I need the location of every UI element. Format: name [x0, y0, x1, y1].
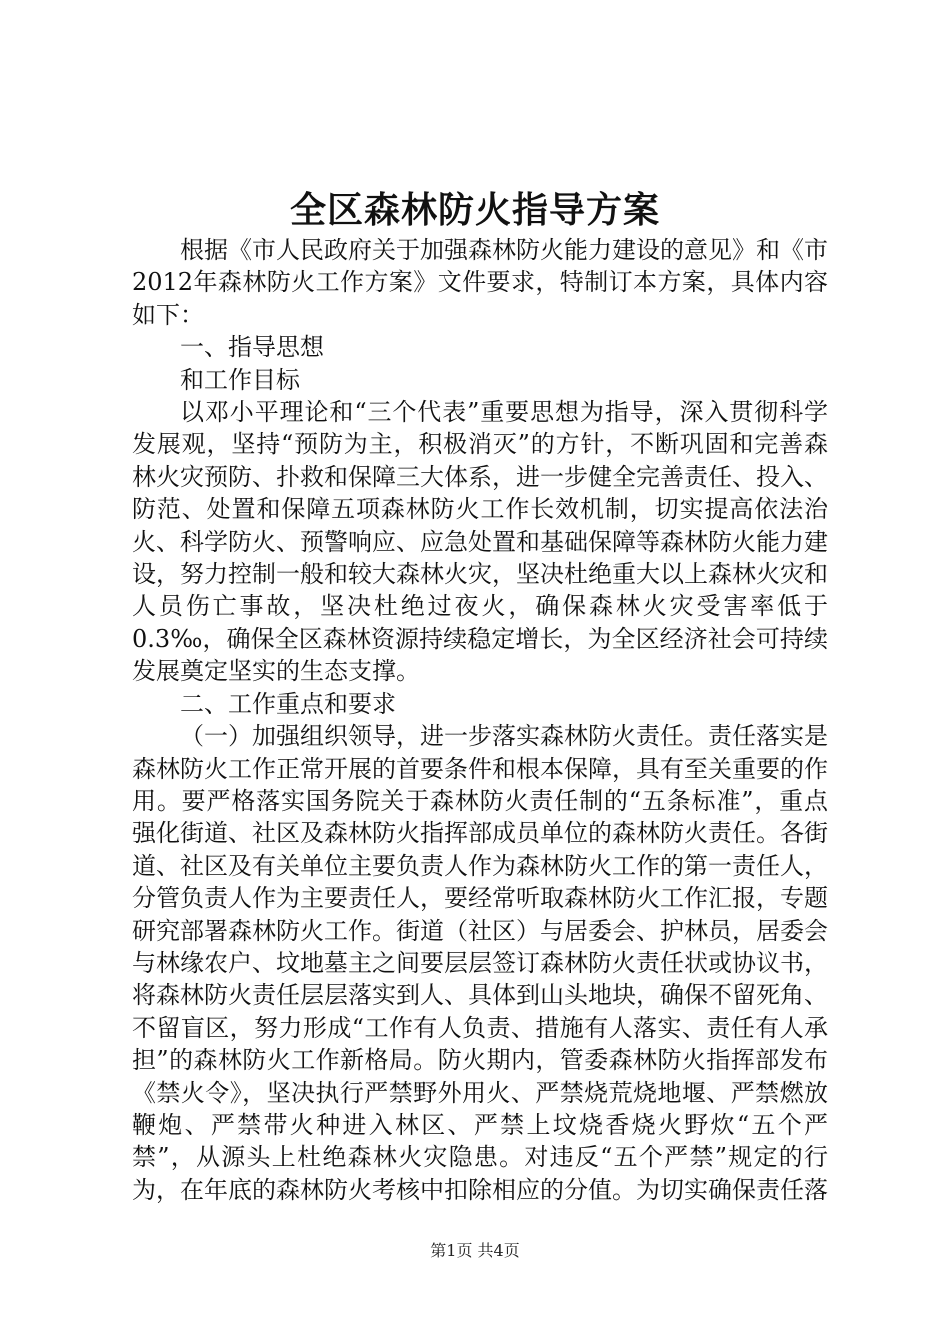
key-work-paragraph-1: （一）加强组织领导，进一步落实森林防火责任。责任落实是森林防火工作正常开展的首要条件和根本保障，具有至关重要的作用。要严格落实国务院关于森林防火责任制的“五条标准”，重点强化街道、社区及森林防火指挥部成员单位的森林防火责任。各街道、社区及有关单位主要负责人作为森林防火工作的第一责任人，分管负责人作为主要责任人，要经常听取森林防火工作汇报，专题研究部署森林防火工作。街道（社区）与居委会、护林员，居委会与林缘农户、坟地墓主之间要层层签订森林防火责任状或协议书，将森林防火责任层层落实到人、具体到山头地块，确保不留死角、不留盲区，努力形成“工作有人负责、措施有人落实、责任有人承担”的森林防火工作新格局。防火期内，管委森林防火指挥部发布《禁火令》，坚决执行严禁野外用火、严禁烧荒烧地堰、严禁燃放鞭炮、严禁带火种进入林区、严禁上坟烧香烧火野炊“五个严禁”，从源头上杜绝森林火灾隐患。对违反“五个严禁”规定的行为，在年底的森林防火考核中扣除相应的分值。为切实确保责任落: [132, 722, 828, 1204]
section-heading-guiding-ideology: 一、指导思想: [180, 333, 324, 362]
intro-paragraph: 根据《市人民政府关于加强森林防火能力建设的意见》和《市2012年森林防火工作方案》文件要求，特制订本方案，具体内容如下：: [132, 236, 828, 329]
section-heading-key-work: 二、工作重点和要求: [180, 689, 396, 718]
section-heading-work-goals: 和工作目标: [180, 365, 300, 394]
guiding-ideology-paragraph: 以邓小平理论和“三个代表”重要思想为指导，深入贯彻科学发展观，坚持“预防为主，积极消灭”的方针，不断巩固和完善森林火灾预防、扑救和保障三大体系，进一步健全完善责任、投入、防范、处置和保障五项森林防火工作长效机制，切实提高依法治火、科学防火、预警响应、应急处置和基础保障等森林防火能力建设，努力控制一般和较大森林火灾，坚决杜绝重大以上森林火灾和人员伤亡事故，坚决杜绝过夜火，确保森林火灾受害率低于0.3‰，确保全区森林资源持续稳定增长，为全区经济社会可持续发展奠定坚实的生态支撑。: [132, 398, 828, 686]
document-title: 全区森林防火指导方案: [289, 189, 660, 231]
page-number-footer: 第1页 共4页: [430, 1241, 520, 1260]
document-body: [132, 234, 828, 1206]
